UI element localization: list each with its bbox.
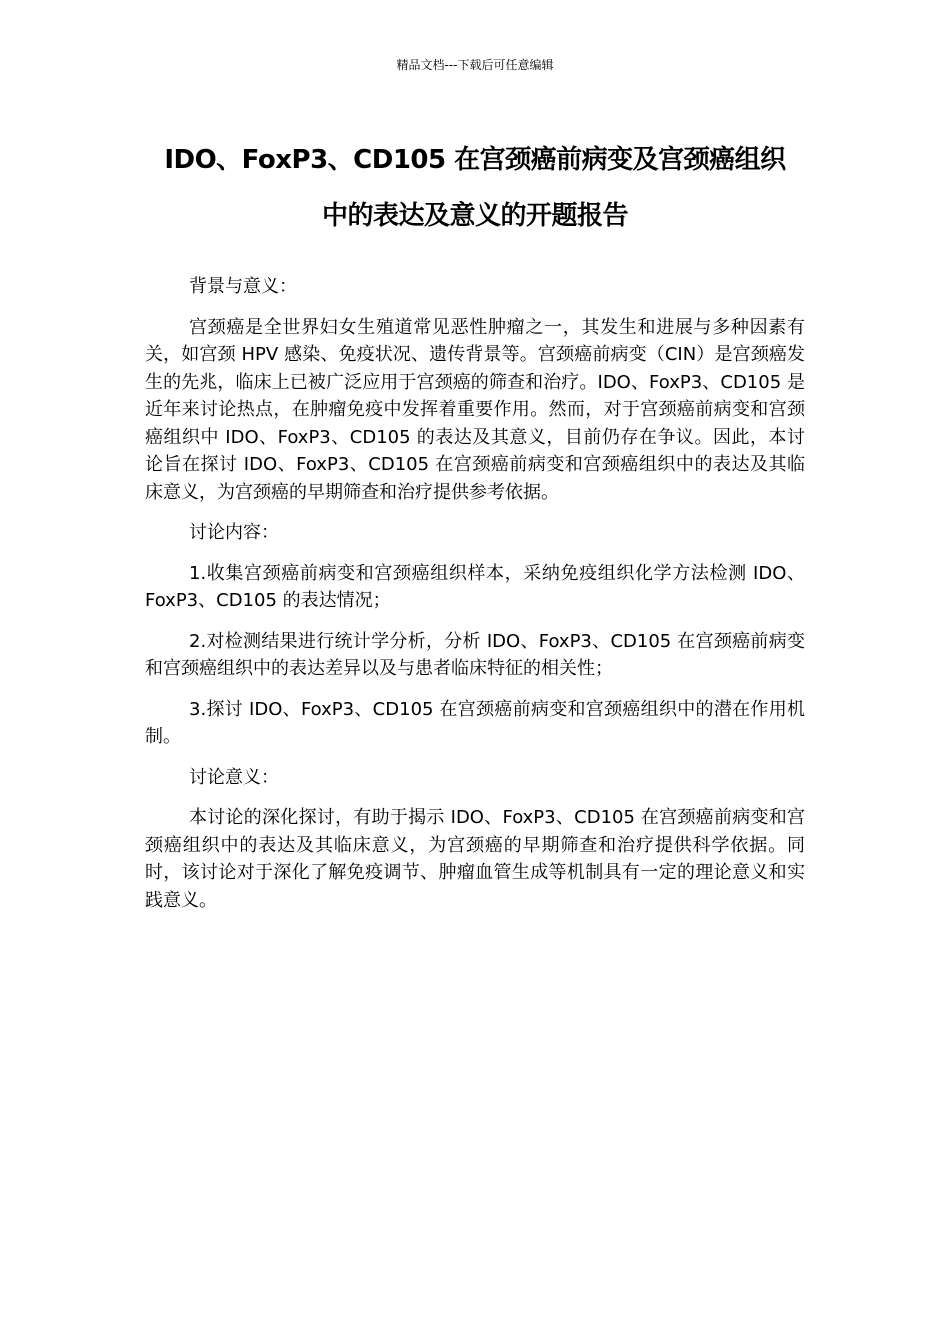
document-body [145, 273, 805, 927]
document-title [130, 132, 820, 244]
section-heading-background: 背景与意义： [189, 276, 297, 297]
title-line-2: 中的表达及意义的开题报告 [321, 201, 628, 231]
title-line-1: IDO、FoxP3、CD105 在宫颈癌前病变及宫颈癌组织 [164, 145, 786, 175]
page-header-note: 精品文档---下载后可任意编辑 [396, 58, 554, 72]
paragraph-content-item-3: 3.探讨 IDO、FoxP3、CD105 在宫颈癌前病变和宫颈癌组织中的潜在作用机制。 [145, 698, 805, 747]
paragraph-background: 宫颈癌是全世界妇女生殖道常见恶性肿瘤之一，其发生和进展与多种因素有关，如宫颈 HPV 感染、免疫状况、遗传背景等。宫颈癌前病变（CIN）是宫颈癌发生的先兆，临床上已被广泛应用于宫颈癌的筛查和治疗。IDO、FoxP3、CD105 是近年来讨论热点，在肿瘤免疫中发挥着重要作用。然而，对于宫颈癌前病变和宫颈癌组织中 IDO、FoxP3、CD105 的表达及其意义，目前仍存在争议。因此，本讨论旨在探讨 IDO、FoxP3、CD105 在宫颈癌前病变和宫颈癌组织中的表达及其临床意义，为宫颈癌的早期筛查和治疗提供参考依据。 [145, 316, 805, 503]
section-heading-significance: 讨论意义： [189, 766, 279, 788]
section-heading-content: 讨论内容： [189, 522, 279, 543]
paragraph-content-item-1: 1.收集宫颈癌前病变和宫颈癌组织样本，采纳免疫组织化学方法检测 IDO、FoxP3、CD105 的表达情况； [145, 562, 805, 611]
paragraph-content-item-2: 2.对检测结果进行统计学分析，分析 IDO、FoxP3、CD105 在宫颈癌前病变和宫颈癌组织中的表达差异以及与患者临床特征的相关性； [145, 630, 805, 679]
paragraph-significance: 本讨论的深化探讨，有助于揭示 IDO、FoxP3、CD105 在宫颈癌前病变和宫颈癌组织中的表达及其临床意义，为宫颈癌的早期筛查和治疗提供科学依据。同时，该讨论对于深化了解免疫调节、肿瘤血管生成等机制具有一定的理论意义和实践意义。 [145, 807, 805, 911]
